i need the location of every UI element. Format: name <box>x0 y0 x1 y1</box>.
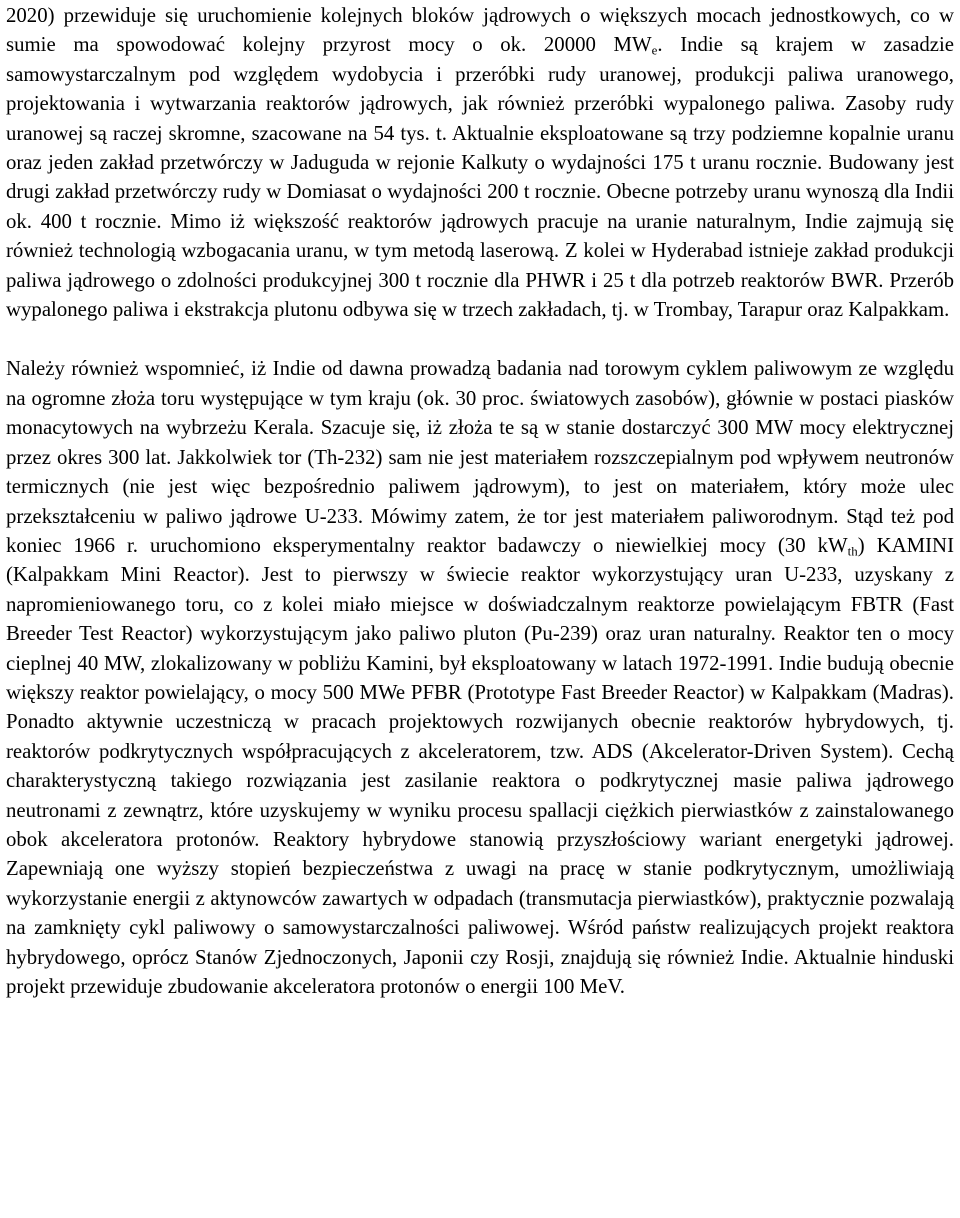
subscript: e <box>651 44 658 59</box>
paragraph-text: Należy również wspomnieć, iż Indie od dawna prowadzą badania nad torowym cyklem paliwowym ze względu na ogromne złoża toru występujące w tym kraju (ok. 30 proc. światowych zasobów), głównie w postaci piasków monacytowych na wybrzeżu Kerala. Szacuje się, iż złoża te są w stanie dostarczyć 300 MW mocy elektrycznej przez okres 300 lat. Jakkolwiek tor (Th-232) sam nie jest materiałem rozszczepialnym pod wpływem neutronów termicznych (nie jest więc bezpośrednio paliwem jądrowym), to jest on materiałem, który może ulec przekształceniu w paliwo jądrowe U-233. Mówimy zatem, że tor jest materiałem paliworodnym. Stąd też pod koniec 1966 r. uruchomiono eksperymentalny reaktor badawczy o niewielkiej mocy (30 kW <box>6 357 954 557</box>
paragraph-india-nuclear-fuel-cycle <box>6 0 954 324</box>
subscript: th <box>847 544 858 559</box>
paragraph-text: . Indie są krajem w zasadzie samowystarczalnym pod względem wydobycia i przeróbki rudy uranowej, produkcji paliwa uranowego, projektowania i wytwarzania reaktorów jądrowych, jak również przeróbki wypalonego paliwa. Zasoby rudy uranowej są raczej skromne, szacowane na 54 tys. t. Aktualnie eksploatowane są trzy podziemne kopalnie uranu oraz jeden zakład przetwórczy w Jaduguda w rejonie Kalkuty o wydajności 175 t uranu rocznie. Budowany jest drugi zakład przetwórczy rudy w Domiasat o wydajności 200 t rocznie. Obecne potrzeby uranu wynoszą dla Indii ok. 400 t rocznie. Mimo iż większość reaktorów jądrowych pracuje na uranie naturalnym, Indie zajmują się również technologią wzbogacania uranu, w tym metodą laserową. Z kolei w Hyderabad istnieje zakład produkcji paliwa jądrowego o zdolności produkcyjnej 300 t rocznie dla PHWR i 25 t dla potrzeb reaktorów BWR. Przerób wypalonego paliwa i ekstrakcja plutonu odbywa się w trzech zakładach, tj. w Trombay, Tarapur oraz Kalpakkam. <box>6 33 955 322</box>
paragraph-text: ) KAMINI (Kalpakkam Mini Reactor). Jest to pierwszy w świecie reaktor wykorzystujący uran U-233, uzyskany z napromieniowanego toru, co z kolei miało miejsce w doświadczalnym reaktorze powielającym FBTR (Fast Breeder Test Reactor) wykorzystującym jako paliwo pluton (Pu-239) oraz uran naturalny. Reaktor ten o mocy cieplnej 40 MW, zlokalizowany w pobliżu Kamini, był eksploatowany w latach 1972-1991. Indie budują obecnie większy reaktor powielający, o mocy 500 MWe PFBR (Prototype Fast Breeder Reactor) w Kalpakkam (Madras). Ponadto aktywnie uczestniczą w pracach projektowych rozwijanych obecnie reaktorów hybrydowych, tj. reaktorów podkrytycznych współpracujących z akceleratorem, tzw. ADS (Akcelerator-Driven System). Cechą charakterystyczną takiego rozwiązania jest zasilanie reaktora o podkrytycznej masie paliwa jądrowego neutronami z zewnątrz, które uzyskujemy w wyniku procesu spallacji ciężkich pierwiastków z zainstalowanego obok akceleratora protonów. Reaktory hybrydowe stanowią przyszłościowy wariant energetyki jądrowej. Zapewniają one wyższy stopień bezpieczeństwa z uwagi na pracę w stanie podkrytycznym, umożliwiają wykorzystanie energii z aktynowców zawartych w odpadach (transmutacja pierwiastków), praktycznie pozwalają na zamknięty cykl paliwowy o samowystarczalności paliwowej. Wśród państw realizujących projekt reaktora hybrydowego, oprócz Stanów Zjednoczonych, Japonii czy Rosji, znajdują się również Indie. Aktualnie hinduski projekt przewiduje zbudowanie akceleratora protonów o energii 100 MeV. <box>6 533 955 998</box>
paragraph-thorium-cycle <box>6 354 954 1001</box>
paragraph-text: 2020) przewiduje się uruchomienie kolejnych bloków jądrowych o większych mocach jednostkowych, co w sumie ma spowodować kolejny przyrost mocy o ok. 20000 MW <box>6 4 954 57</box>
